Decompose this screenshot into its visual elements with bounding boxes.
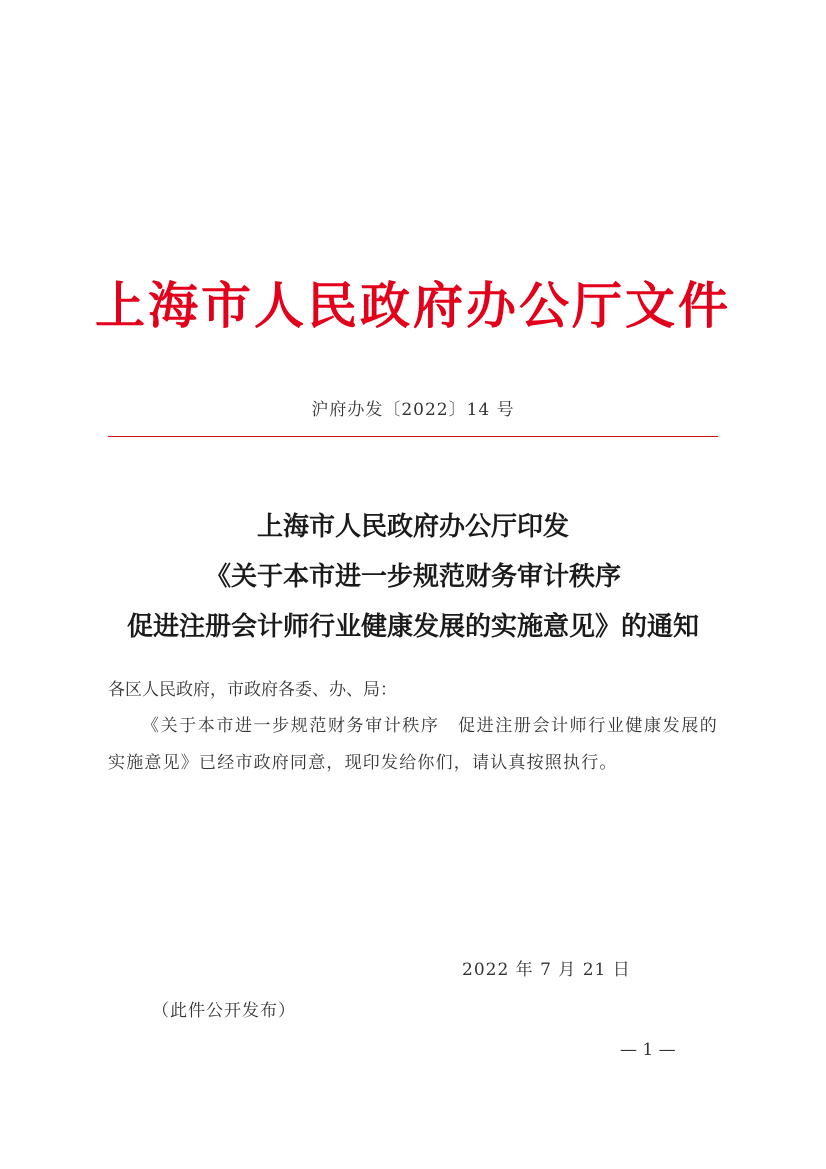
publish-note: （此件公开发布） <box>152 1001 296 1021</box>
header-divider-line <box>108 436 718 437</box>
notice-title-line-1: 上海市人民政府办公厅印发 <box>256 512 569 542</box>
document-number: 沪府办发〔2022〕14 号 <box>311 400 515 420</box>
page-number: — 1 — <box>620 1040 676 1060</box>
addressee-line: 各区人民政府，市政府各委、办、局： <box>108 680 397 700</box>
issue-date: 2022 年 7 月 21 日 <box>462 960 631 980</box>
notice-title <box>90 502 736 652</box>
body-paragraph: 《关于本市进一步规范财务审计秩序 促进注册会计师行业健康发展的实施意见》已经市政府同意，现印发给你们，请认真按照执行。 <box>108 716 718 773</box>
document-header-title: 上海市人民政府办公厅文件 <box>95 276 731 335</box>
notice-title-line-2: 《关于本市进一步规范财务审计秩序 <box>204 562 621 592</box>
notice-title-line-3: 促进注册会计师行业健康发展的实施意见》的通知 <box>126 612 699 642</box>
